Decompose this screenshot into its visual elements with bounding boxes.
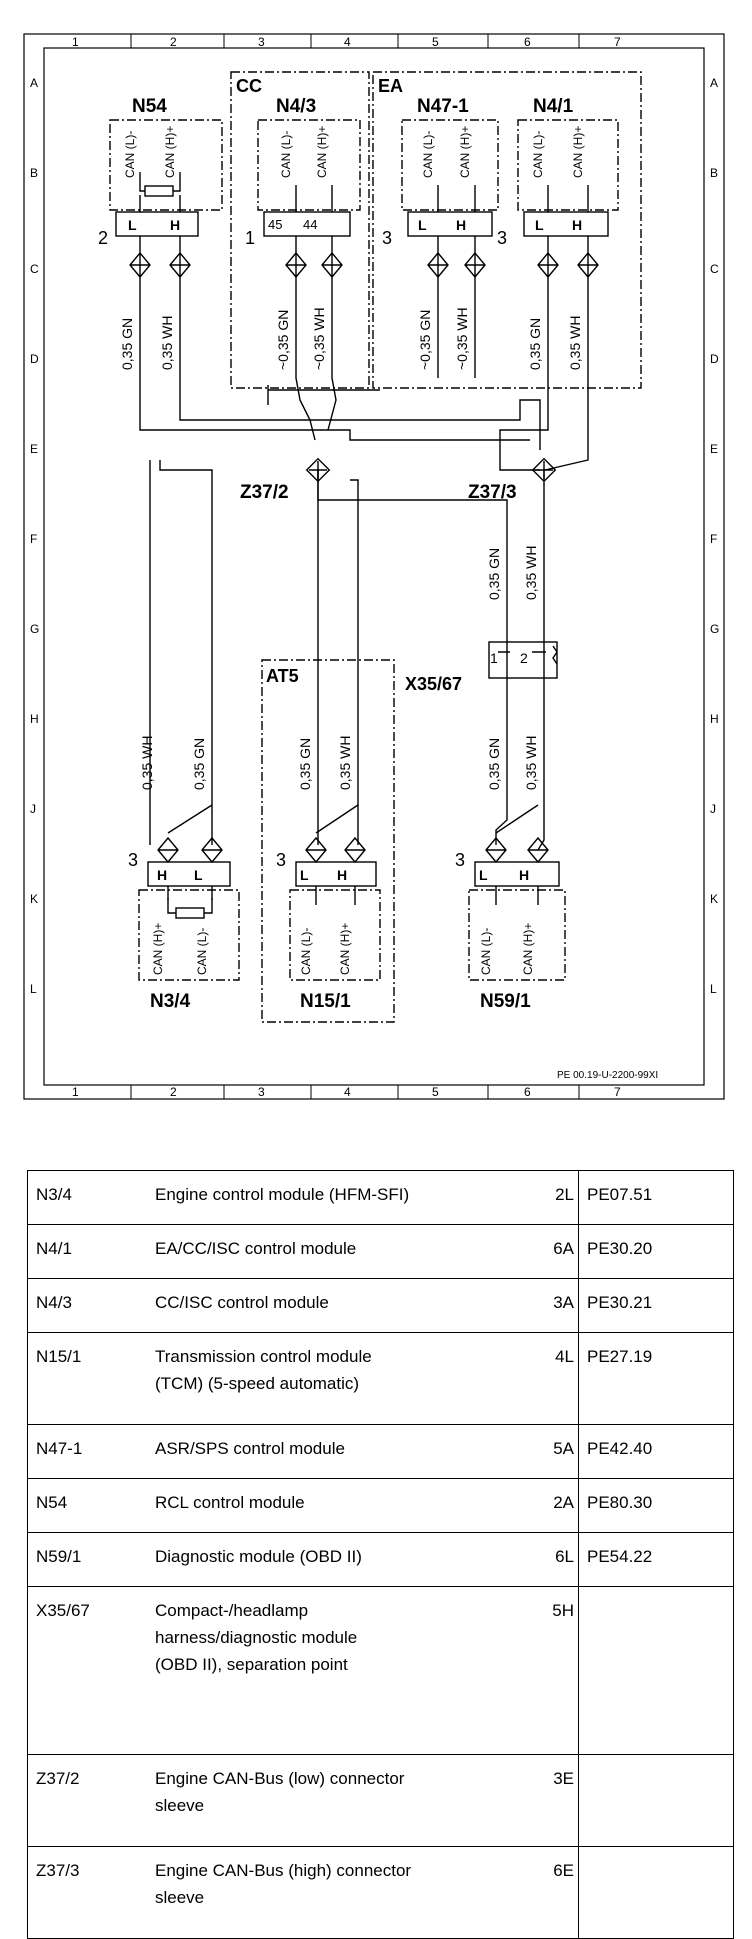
legend-location: 3A [528, 1279, 579, 1333]
wire-label-gn: 0,35 GN [527, 317, 543, 370]
grid-col-2: 2 [170, 35, 177, 49]
grid-row-0: A [710, 76, 719, 90]
legend-reference [579, 1755, 734, 1847]
n3-4-resistor-leads [168, 898, 212, 913]
n3-4-resistor [176, 908, 204, 918]
legend-code: Z37/2 [28, 1755, 148, 1847]
legend-row [28, 1425, 734, 1479]
legend-row [28, 1279, 734, 1333]
legend-row [28, 1533, 734, 1587]
at5-group-label: AT5 [266, 666, 299, 686]
legend-reference [579, 1587, 734, 1755]
grid-row-1: B [30, 166, 39, 180]
legend-description: Transmission control module (TCM) (5-speed automatic) [147, 1333, 528, 1425]
n54-resistor [145, 186, 173, 196]
grid-row-7: H [30, 712, 39, 726]
legend-description: Engine CAN-Bus (high) connector sleeve [147, 1847, 528, 1939]
grid-col-6: 6 [524, 1085, 531, 1099]
pin-letter-l: L [535, 217, 544, 233]
pin-letter-h: H [157, 867, 168, 883]
diagram-inner-frame [44, 48, 704, 1085]
z37-2-splice [307, 459, 330, 482]
legend-location: 2L [528, 1171, 579, 1225]
grid-row-7: H [710, 712, 719, 726]
n59-1-pin-strip [475, 862, 559, 886]
grid-row-9: K [710, 892, 719, 906]
can-label-can-low: CAN (L)- [421, 130, 435, 178]
grid-row-10: L [710, 982, 717, 996]
legend-reference: PE27.19 [579, 1333, 734, 1425]
wire-label-gn: 0,35 GN [191, 737, 207, 790]
legend-description: Compact-/headlamp harness/diagnostic module (OBD II), separation point [147, 1587, 528, 1755]
connector-symbol [528, 838, 548, 862]
n54-label: N54 [132, 96, 167, 117]
legend-description: Diagnostic module (OBD II) [147, 1533, 528, 1587]
wire-label-gn-twist: ~0,35 GN [417, 309, 433, 370]
grid-row-4: E [710, 442, 719, 456]
pin-letter-h: H [456, 217, 467, 233]
wire-label-gn-twist: ~0,35 GN [275, 309, 291, 370]
n15-1-label: N15/1 [300, 991, 351, 1012]
can-label-can-high: CAN (H)+ [521, 922, 535, 975]
grid-col-7: 7 [614, 35, 621, 49]
connector-symbol [345, 838, 365, 862]
n59-1-pin-number: 3 [455, 850, 466, 870]
can-label-can-high: CAN (H)+ [571, 125, 585, 178]
legend-reference [579, 1847, 734, 1939]
can-label-can-high: CAN (H)+ [315, 125, 329, 178]
grid-row-5: F [710, 532, 718, 546]
grid-col-7: 7 [614, 1085, 621, 1099]
wire-label-gn: 0,35 GN [119, 317, 135, 370]
n15-1-pin-number: 3 [276, 850, 287, 870]
legend-location: 5H [528, 1587, 579, 1755]
legend-row [28, 1333, 734, 1425]
legend-code: N54 [28, 1479, 148, 1533]
wire-label-wh: 0,35 WH [567, 315, 583, 370]
pin-letter-l: L [418, 217, 427, 233]
legend-location: 4L [528, 1333, 579, 1425]
wire-n54-high [180, 236, 540, 450]
can-label-can-low: CAN (L)- [123, 130, 137, 178]
legend-row [28, 1171, 734, 1225]
can-label-can-high: CAN (H)+ [151, 922, 165, 975]
grid-row-8: J [30, 802, 36, 816]
pin-letter-l: L [128, 217, 137, 233]
legend-code: N4/1 [28, 1225, 148, 1279]
wire-label-wh-twist: ~0,35 WH [454, 307, 470, 370]
x35-67-pin-2: 2 [520, 650, 528, 666]
n47-1-box [402, 120, 498, 210]
legend-code: Z37/3 [28, 1847, 148, 1939]
grid-row-6: G [30, 622, 40, 636]
legend-table [27, 1170, 734, 1939]
legend-location: 6E [528, 1847, 579, 1939]
legend-code: N4/3 [28, 1279, 148, 1333]
pin-letter-h: H [170, 217, 181, 233]
can-label-can-high: CAN (H)+ [458, 125, 472, 178]
grid-row-3: D [710, 352, 719, 366]
grid-row-1: B [710, 166, 719, 180]
wire-n54-low [140, 236, 530, 440]
grid-row-2: C [710, 262, 719, 276]
x35-67-pin-1: 1 [490, 650, 498, 666]
reference-code: PE 00.19-U-2200-99XI [557, 1070, 659, 1081]
can-label-can-low: CAN (L)- [531, 130, 545, 178]
grid-row-6: G [710, 622, 720, 636]
connector-symbol [306, 838, 326, 862]
z37-3-splice [533, 459, 556, 482]
legend-location: 2A [528, 1479, 579, 1533]
x35-67-label: X35/67 [405, 674, 463, 694]
legend-row [28, 1479, 734, 1533]
grid-col-2: 2 [170, 1085, 177, 1099]
grid-row-2: C [30, 262, 39, 276]
z37-3-label: Z37/3 [468, 482, 517, 503]
wire-labels [119, 307, 583, 790]
legend-reference: PE80.30 [579, 1479, 734, 1533]
upper-pin-stubs [140, 185, 588, 212]
grid-row-4: E [30, 442, 39, 456]
legend-description: Engine control module (HFM-SFI) [147, 1171, 528, 1225]
at5-group-box [262, 660, 394, 1022]
grid-col-1: 1 [72, 1085, 79, 1099]
grid-col-4: 4 [344, 1085, 351, 1099]
n4-3-box [258, 120, 360, 210]
n4-1-pin-number: 3 [497, 228, 508, 248]
grid-row-8: J [710, 802, 716, 816]
connector-symbol [158, 838, 178, 862]
grid-row-0: A [30, 76, 39, 90]
wire-diag-high [538, 470, 544, 850]
grid-row-3: D [30, 352, 39, 366]
n4-3-pin-44: 44 [303, 217, 318, 232]
grid-row-10: L [30, 982, 37, 996]
can-label-can-low: CAN (L)- [279, 130, 293, 178]
can-label-can-high: CAN (H)+ [163, 125, 177, 178]
legend-row [28, 1755, 734, 1847]
grid-row-5: F [30, 532, 38, 546]
grid-col-1: 1 [72, 35, 79, 49]
n47-1-label: N47-1 [417, 96, 469, 117]
legend-row [28, 1847, 734, 1939]
legend-code: N59/1 [28, 1533, 148, 1587]
pin-letter-l: L [300, 867, 309, 883]
twist-markers [168, 805, 538, 833]
legend-reference: PE30.21 [579, 1279, 734, 1333]
can-label-can-low: CAN (L)- [299, 927, 313, 975]
grid-col-5: 5 [432, 35, 439, 49]
lower-pin-stubs [168, 886, 538, 905]
wire-label-wh: 0,35 WH [337, 735, 353, 790]
legend-location: 6A [528, 1225, 579, 1279]
pin-letter-h: H [519, 867, 530, 883]
legend-description: RCL control module [147, 1479, 528, 1533]
legend-code: N47-1 [28, 1425, 148, 1479]
wire-label-wh: 0,35 WH [523, 545, 539, 600]
pin-letter-h: H [572, 217, 583, 233]
legend-row [28, 1587, 734, 1755]
legend-reference: PE07.51 [579, 1171, 734, 1225]
wire-label-gn: 0,35 GN [486, 547, 502, 600]
n4-3-label: N4/3 [276, 96, 317, 117]
can-pin-labels [123, 126, 585, 975]
legend-description: ASR/SPS control module [147, 1425, 528, 1479]
wire-label-wh: 0,35 WH [523, 735, 539, 790]
z37-2-label: Z37/2 [240, 482, 289, 503]
legend-code: X35/67 [28, 1587, 148, 1755]
legend-description: CC/ISC control module [147, 1279, 528, 1333]
n4-3-pin-number: 1 [245, 228, 256, 248]
grid-col-6: 6 [524, 35, 531, 49]
n3-4-pin-number: 3 [128, 850, 139, 870]
grid-col-5: 5 [432, 1085, 439, 1099]
can-label-can-low: CAN (L)- [195, 927, 209, 975]
legend-reference: PE42.40 [579, 1425, 734, 1479]
wire-label-wh: 0,35 WH [159, 315, 175, 370]
grid-col-3: 3 [258, 35, 265, 49]
n4-3-pin-45: 45 [268, 217, 283, 232]
n4-1-label: N4/1 [533, 96, 574, 117]
wire-label-gn: 0,35 GN [297, 737, 313, 790]
grid-markers [30, 34, 719, 1099]
wire-label-wh-twist: ~0,35 WH [311, 307, 327, 370]
pin-letter-l: L [194, 867, 203, 883]
legend-reference: PE30.20 [579, 1225, 734, 1279]
n54-pin-number: 2 [98, 228, 109, 248]
grid-col-4: 4 [344, 35, 351, 49]
legend-row [28, 1225, 734, 1279]
wire-label-wh: 0,35 WH [139, 735, 155, 790]
legend-location: 6L [528, 1533, 579, 1587]
can-label-can-high: CAN (H)+ [338, 922, 352, 975]
wire-label-gn: 0,35 GN [486, 737, 502, 790]
pin-letter-l: L [479, 867, 488, 883]
n47-1-pin-number: 3 [382, 228, 393, 248]
grid-col-3: 3 [258, 1085, 265, 1099]
n3-4-label: N3/4 [150, 991, 191, 1012]
n59-1-label: N59/1 [480, 991, 531, 1012]
can-label-can-low: CAN (L)- [479, 927, 493, 975]
legend-reference: PE54.22 [579, 1533, 734, 1587]
legend-description: Engine CAN-Bus (low) connector sleeve [147, 1755, 528, 1847]
grid-row-9: K [30, 892, 39, 906]
diagram-frame [24, 34, 724, 1099]
legend-location: 5A [528, 1425, 579, 1479]
legend-code: N15/1 [28, 1333, 148, 1425]
legend-location: 3E [528, 1755, 579, 1847]
ea-group-label: EA [378, 76, 404, 96]
cc-group-label: CC [236, 76, 262, 96]
legend-description: EA/CC/ISC control module [147, 1225, 528, 1279]
pin-letter-h: H [337, 867, 348, 883]
legend-code: N3/4 [28, 1171, 148, 1225]
